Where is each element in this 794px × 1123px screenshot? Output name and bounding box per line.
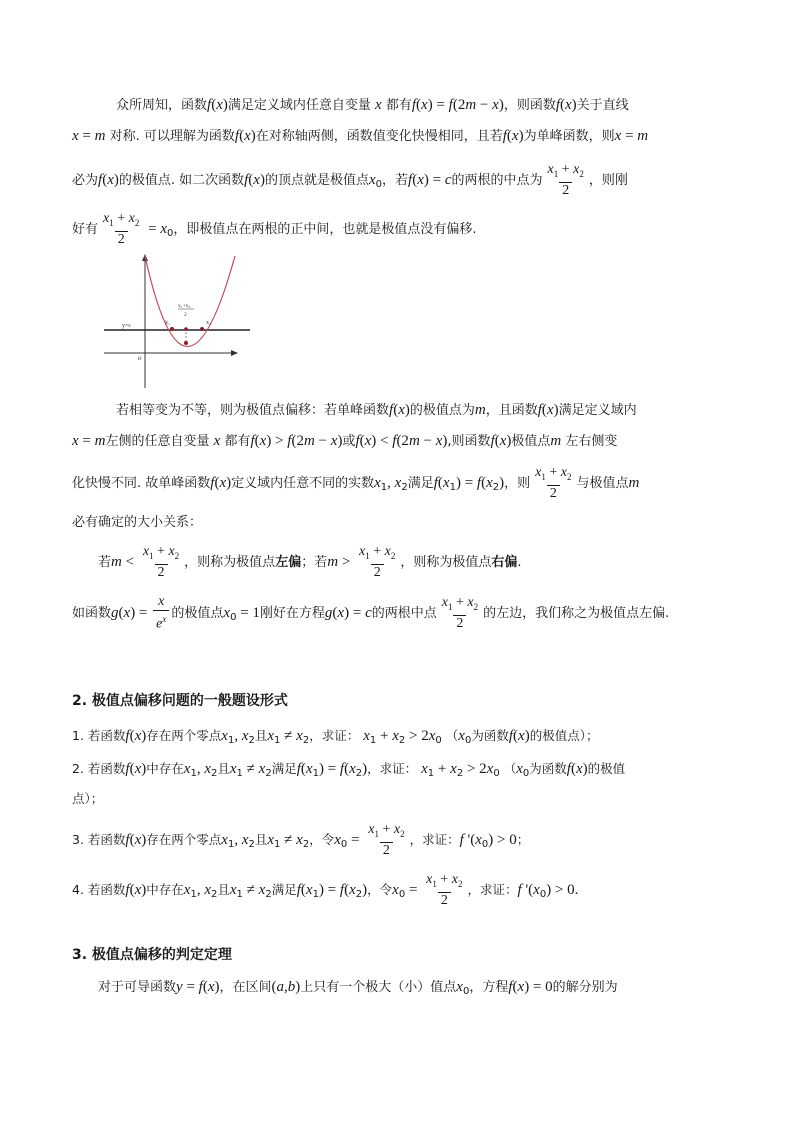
section-2-item-2-cont: 点）； — [72, 791, 104, 806]
section-2-item-4: 4. 若函数f(x)中存在$x_1$, $x_2$且$x_1 \ne x_2$满足$f(x_1) = f(x_2)$，令$x_0$ = $\frac{x_1 + x_2}{2}$ ，求证：f '$(x_0) > 0$. — [72, 872, 579, 908]
intro-line-4: 好有 $\frac{x_1 + x_2}{2}$ = $x_0$，即极值点在两根的正中间，也就是极值点没有偏移. — [72, 211, 477, 247]
section-2-item-1: 1. 若函数f(x)存在两个零点$x_1$, $x_2$且$x_1 \ne x_2$，求证： $x_1 + x_2 > 2x_0$ （$x_0$为函数f(x)的极值点）； — [72, 728, 599, 746]
label-origin: o — [138, 354, 142, 362]
intro-line-2: x = m 对称. 可以理解为函数f(x)在对称轴两侧，函数值变化快慢相同，且若f(x)为单峰函数，则x = m — [72, 128, 649, 144]
label-yc: y=c — [122, 323, 132, 329]
section-2-heading: 2. 极值点偏移问题的一般题设形式 — [72, 693, 288, 709]
parabola-curve — [145, 256, 235, 347]
shift-line-1: 若相等变为不等，则为极值点偏移：若单峰函数f(x)的极值点为m，且函数f(x)满足定义域内 — [116, 402, 637, 418]
shift-line-5: 若m < $\frac{x_1 + x_2}{2}$ ，则称为极值点左偏；若m > $\frac{x_1 + x_2}{2}$ ，则称为极值点右偏. — [98, 544, 522, 580]
section-2-item-2: 2. 若函数f(x)中存在$x_1$, $x_2$且$x_1 \ne x_2$满足$f(x_1) = f(x_2)$，求证： $x_1 + x_2 > 2x_0$ （$x_0$为函数f(x)的极值 — [72, 761, 626, 779]
midpoint-top — [184, 327, 188, 331]
intro-line-1: 众所周知，函数f(x)满足定义域内任意自变量 x 都有f(x) = f(2m − x)，则函数f(x)关于直线 — [116, 97, 629, 113]
shift-line-3: 化快慢不同. 故单峰函数f(x)定义域内任意不同的实数$x_1$, $x_2$满足$f(x_1) = f(x_2)$，则 $\frac{x_1 + x_2}{2}$ 与极值点m — [72, 465, 640, 501]
root-point-x1 — [170, 327, 174, 331]
section-3-line-1: 对于可导函数y = f(x)，在区间(a,b)上只有一个极大（小）值点$x_0$，方程f(x) = 0的解分别为 — [98, 979, 618, 997]
vertex-point — [184, 341, 188, 345]
root-point-x2 — [200, 327, 204, 331]
section-3-heading: 3. 极值点偏移的判定定理 — [72, 947, 232, 963]
label-mid-den: 2 — [184, 312, 187, 318]
shift-line-4: 必有确定的大小关系： — [72, 515, 203, 530]
shift-line-6: 如函数g(x) = $\frac{x}{e^x}$ 的极值点$x_0 = 1$刚好在方程g(x) = c的两根中点 $\frac{x_1 + x_2}{2}$ 的左边，我们称之为极值点左偏. — [72, 594, 670, 632]
label-x2: x₂ — [206, 320, 212, 326]
shift-line-2: x = m左侧的任意自变量 x 都有f(x) > f(2m − x)或f(x) < f(2m − x),则函数f(x)极值点m 左右侧变 — [72, 433, 618, 449]
x-axis-arrow — [231, 350, 238, 356]
section-2-item-3: 3. 若函数f(x)存在两个零点$x_1$, $x_2$且$x_1 \ne x_2$，令$x_0$ = $\frac{x_1 + x_2}{2}$ ，求证：f '$(x_0) > 0$； — [72, 822, 530, 858]
label-mid-num: x₁+x₂ — [178, 303, 191, 309]
parabola-figure — [100, 252, 260, 390]
intro-line-3: 必为f(x)的极值点. 如二次函数f(x)的顶点就是极值点$x_0$，若f(x) = c的两根的中点为 $\frac{x_1 + x_2}{2}$ ，则刚 — [72, 162, 628, 198]
label-x1: x₁ — [165, 320, 171, 326]
